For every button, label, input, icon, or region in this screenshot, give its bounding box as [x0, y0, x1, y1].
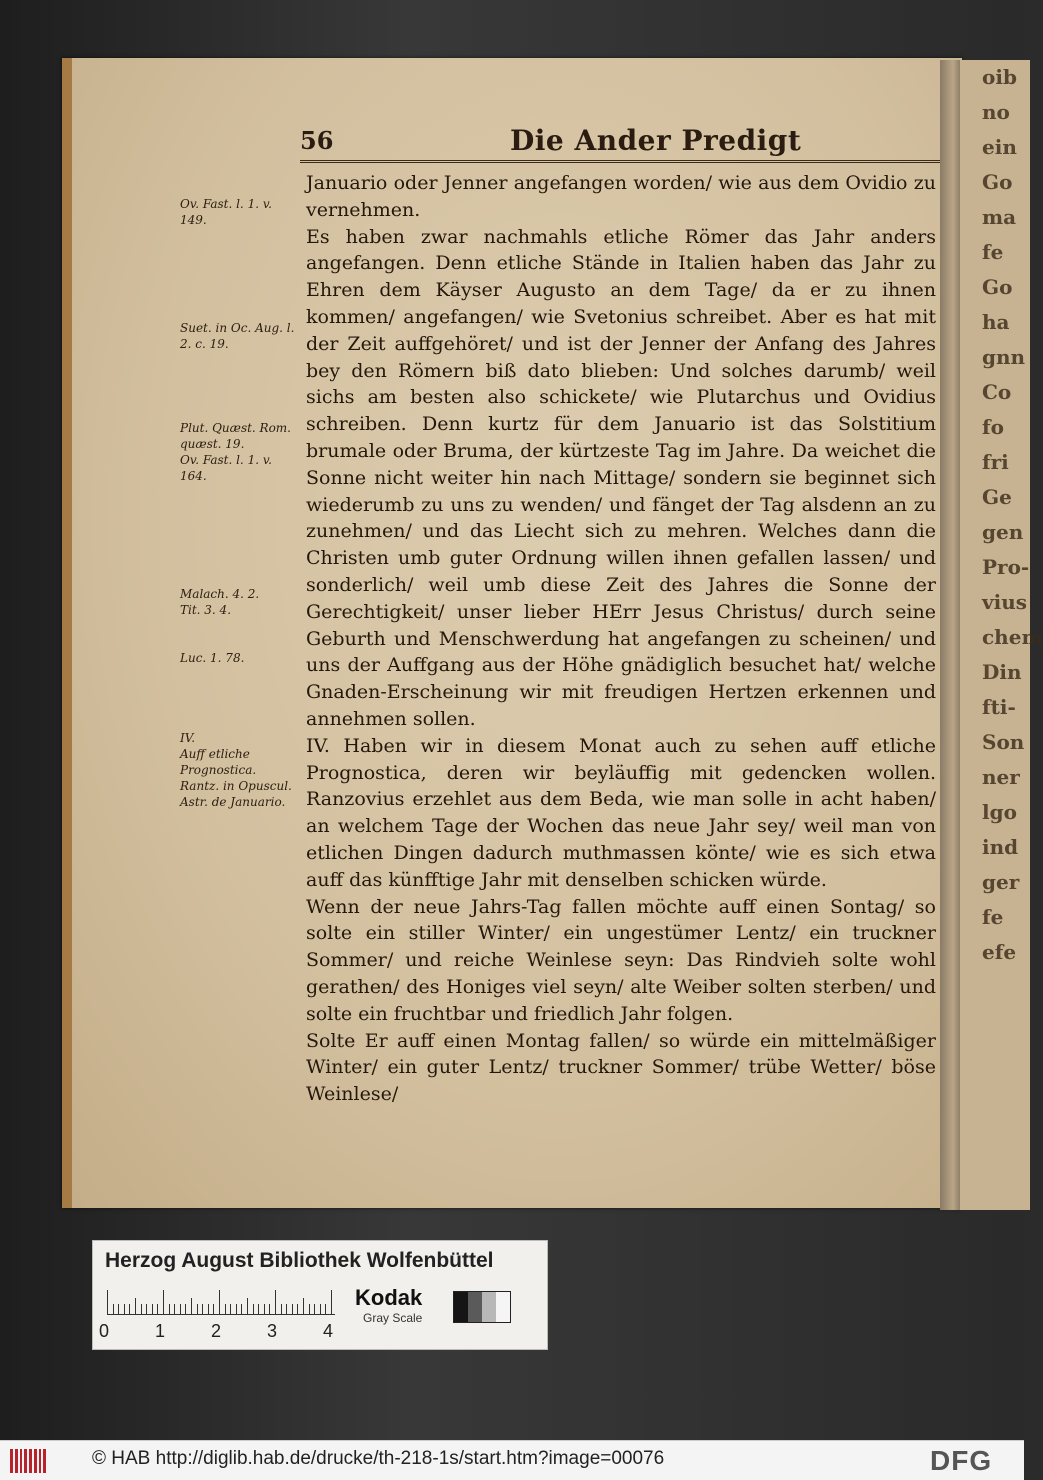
ruler-scale: [107, 1289, 335, 1315]
calibration-card: [92, 1240, 548, 1350]
ruler-tick: [269, 1304, 270, 1314]
barcode-bar: [20, 1449, 23, 1473]
barcode-bar: [29, 1449, 32, 1473]
ruler-label: 2: [211, 1321, 222, 1341]
facing-page-fragment: ha: [982, 310, 1010, 334]
ruler-label: 4: [323, 1321, 334, 1341]
gray-swatch: [468, 1292, 482, 1322]
ruler-tick: [303, 1298, 304, 1314]
facing-page-fragment: Co: [982, 380, 1012, 404]
margin-note: Plut. Quæst. Rom. quæst. 19. Ov. Fast. l. 1. v. 164.: [180, 421, 291, 483]
ruler-tick: [146, 1304, 147, 1314]
ruler-tick: [309, 1304, 310, 1314]
card-title: Herzog August Bibliothek Wolfenbüttel: [105, 1249, 494, 1272]
facing-page-fragment: Son: [982, 730, 1025, 754]
gray-scale-label: Gray Scale: [363, 1311, 423, 1325]
ruler-label: 3: [267, 1321, 278, 1341]
page-header: [300, 126, 940, 156]
ruler-label: 1: [155, 1321, 166, 1341]
ruler-tick: [247, 1298, 248, 1314]
ruler-tick: [197, 1304, 198, 1314]
ruler-tick: [191, 1298, 192, 1314]
ruler-tick: [185, 1304, 186, 1314]
facing-page-fragment: Ge: [982, 485, 1012, 509]
facing-page-fragment: vius: [982, 590, 1028, 614]
facing-page-fragment: fti-: [982, 695, 1016, 719]
gray-swatch: [482, 1292, 496, 1322]
body-text-block: [306, 170, 936, 1108]
ruler-tick: [241, 1304, 242, 1314]
ruler-tick: [253, 1304, 254, 1314]
barcode-bar: [43, 1449, 46, 1473]
ruler-tick: [107, 1290, 108, 1314]
ruler-tick: [219, 1290, 220, 1314]
facing-page-fragment: ein: [982, 135, 1017, 159]
facing-page-fragment: gen: [982, 520, 1024, 544]
facing-page-fragment: ner: [982, 765, 1020, 789]
footer-copyright-link[interactable]: © HAB http://diglib.hab.de/drucke/th-218-1s/start.htm?image=00076: [92, 1448, 665, 1469]
ruler-tick: [236, 1304, 237, 1314]
kodak-brand: Kodak: [355, 1285, 423, 1310]
footer-bar: [0, 1440, 1024, 1480]
ruler-tick: [118, 1304, 119, 1314]
barcode-bar: [10, 1449, 13, 1473]
ruler-tick: [331, 1290, 332, 1314]
ruler-tick: [297, 1304, 298, 1314]
facing-page-fragment: Pro-: [982, 555, 1030, 579]
gray-swatch: [496, 1292, 510, 1322]
ruler-tick: [169, 1304, 170, 1314]
ruler-tick: [113, 1304, 114, 1314]
margin-note: Luc. 1. 78.: [180, 651, 245, 665]
ruler-tick: [213, 1304, 214, 1314]
margin-note: IV. Auff etliche Prognostica. Rantz. in Opuscul. Astr. de Januario.: [180, 731, 292, 809]
ruler-tick: [275, 1290, 276, 1314]
facing-page-fragment: Go: [982, 275, 1013, 299]
facing-page-fragment: gnn: [982, 345, 1026, 369]
ruler-tick: [281, 1304, 282, 1314]
facing-page-fragment: chem: [982, 625, 1043, 649]
ruler-tick: [141, 1304, 142, 1314]
ruler-tick: [292, 1304, 293, 1314]
ruler-labels: [99, 1321, 339, 1343]
ruler-label: 0: [99, 1321, 110, 1341]
barcode-bar: [39, 1449, 42, 1473]
facing-page-fragment: fri: [982, 450, 1009, 474]
ruler-tick: [258, 1304, 259, 1314]
ruler-tick: [325, 1304, 326, 1314]
gray-swatches: [453, 1291, 511, 1323]
margin-note: Malach. 4. 2. Tit. 3. 4.: [180, 587, 260, 617]
ruler-tick: [320, 1304, 321, 1314]
facing-page-fragment: Go: [982, 170, 1013, 194]
header-rule: [300, 160, 940, 163]
margin-note: Suet. in Oc. Aug. l. 2. c. 19.: [180, 321, 295, 351]
facing-page-fragment: efe: [982, 940, 1017, 964]
facing-page-fragment: ind: [982, 835, 1019, 859]
margin-note: Ov. Fast. l. 1. v. 149.: [180, 197, 272, 227]
facing-page-fragment: lgo: [982, 800, 1017, 824]
barcode-bar: [34, 1449, 37, 1473]
ruler-tick: [135, 1298, 136, 1314]
facing-page-fragment: ma: [982, 205, 1017, 229]
facing-page-fragment: fe: [982, 240, 1004, 264]
ruler-tick: [174, 1304, 175, 1314]
facing-page-fragment: fo: [982, 415, 1004, 439]
ruler-tick: [286, 1304, 287, 1314]
dfg-logo: DFG: [930, 1445, 993, 1476]
ruler-tick: [163, 1290, 164, 1314]
ruler-tick: [129, 1304, 130, 1314]
hab-barcode-icon: [10, 1449, 46, 1473]
facing-page-fragment: oib: [982, 65, 1017, 89]
ruler-tick: [225, 1304, 226, 1314]
ruler-tick: [152, 1304, 153, 1314]
facing-page-fragment: ger: [982, 870, 1020, 894]
ruler-tick: [157, 1304, 158, 1314]
barcode-bar: [15, 1449, 18, 1473]
ruler-tick: [202, 1304, 203, 1314]
ruler-tick: [264, 1304, 265, 1314]
ruler-tick: [314, 1304, 315, 1314]
gray-swatch: [454, 1292, 468, 1322]
facing-page-edge: [960, 60, 1043, 1210]
running-head: Die Ander Predigt: [510, 124, 802, 157]
barcode-bar: [24, 1449, 27, 1473]
ruler-tick: [208, 1304, 209, 1314]
ruler-tick: [124, 1304, 125, 1314]
ruler-tick: [180, 1304, 181, 1314]
facing-page-fragment: no: [982, 100, 1010, 124]
facing-page-fragment: Din: [982, 660, 1022, 684]
facing-page-fragment: fe: [982, 905, 1004, 929]
body-text: Januario oder Jenner angefangen worden/ wie aus dem Ovidio zu vernehmen. Es haben zwar nachmahls etliche Römer das Jahr anders angefangen. Denn etliche Stände in Italien haben das Jahr zu Ehren dem Käyser Augusto an dem Tage/ da er zu ihnen kommen/ angefangen/ wie Svetonius schreibet. Aber es hat mit der Zeit auffgehöret/ und ist der Jenner der Anfang des Jahres bey den Römern biß dato blieben: Und solches darumb/ weil sichs am besten also schickete/ wie Plutarchus und Ovidius schreiben. Denn kurtz für dem Januario ist das Solstitium brumale oder Bruma, der kürtzeste Tag im Jahre. Da weichet die Sonne nicht weiter hin nach Mittage/ sondern sie beginnet sich wiederumb zu uns zu wenden/ und fänget der Tag alsdenn an zu zunehmen/ und das Liecht sich zu mehren. Welches dann die Christen umb guter Ordnung willen ihnen gefallen lassen/ und sonderlich/ weil umb diese Zeit des Jahres die Sonne der Gerechtigkeit/ unser lieber HErr Jesus Christus/ durch seine Geburth und Menschwerdung hat angefangen zu scheinen/ und uns der Auffgang aus der Höhe gnädiglich besuchet hat/ welche Gnaden-Erscheinung wir mit freudigen Hertzen erkennen und annehmen sollen. IV. Haben wir in diesem Monat auch zu sehen auff etliche Prognostica, deren wir beyläuffig mit gedencken wollen. Ranzovius erzehlet aus dem Beda, wie man solle in acht haben/ an welchem Tage der Wochen das neue Jahr sey/ weil man von etlichen Dingen dadurch muthmassen könte/ wie es sich etwa auff das künfftige Jahr mit denselben schicken würde. Wenn der neue Jahrs-Tag fallen möchte auff einen Sontag/ so solte ein stiller Winter/ ein ungestümer Lentz/ ein truckner Sommer/ und reiche Weinlese seyn: Das Rindvieh solte wohl gerathen/ des Honiges viel seyn/ alte Weiber solten sterben/ und solte ein fruchtbar und friedlich Jahr folgen. Solte Er auff einen Montag fallen/ so würde ein mittelmäßiger Winter/ ein guter Lentz/ truckner Sommer/ trübe Wetter/ böse Weinlese/: [306, 172, 936, 1106]
ruler-tick: [230, 1304, 231, 1314]
page-number: 56: [300, 126, 334, 155]
